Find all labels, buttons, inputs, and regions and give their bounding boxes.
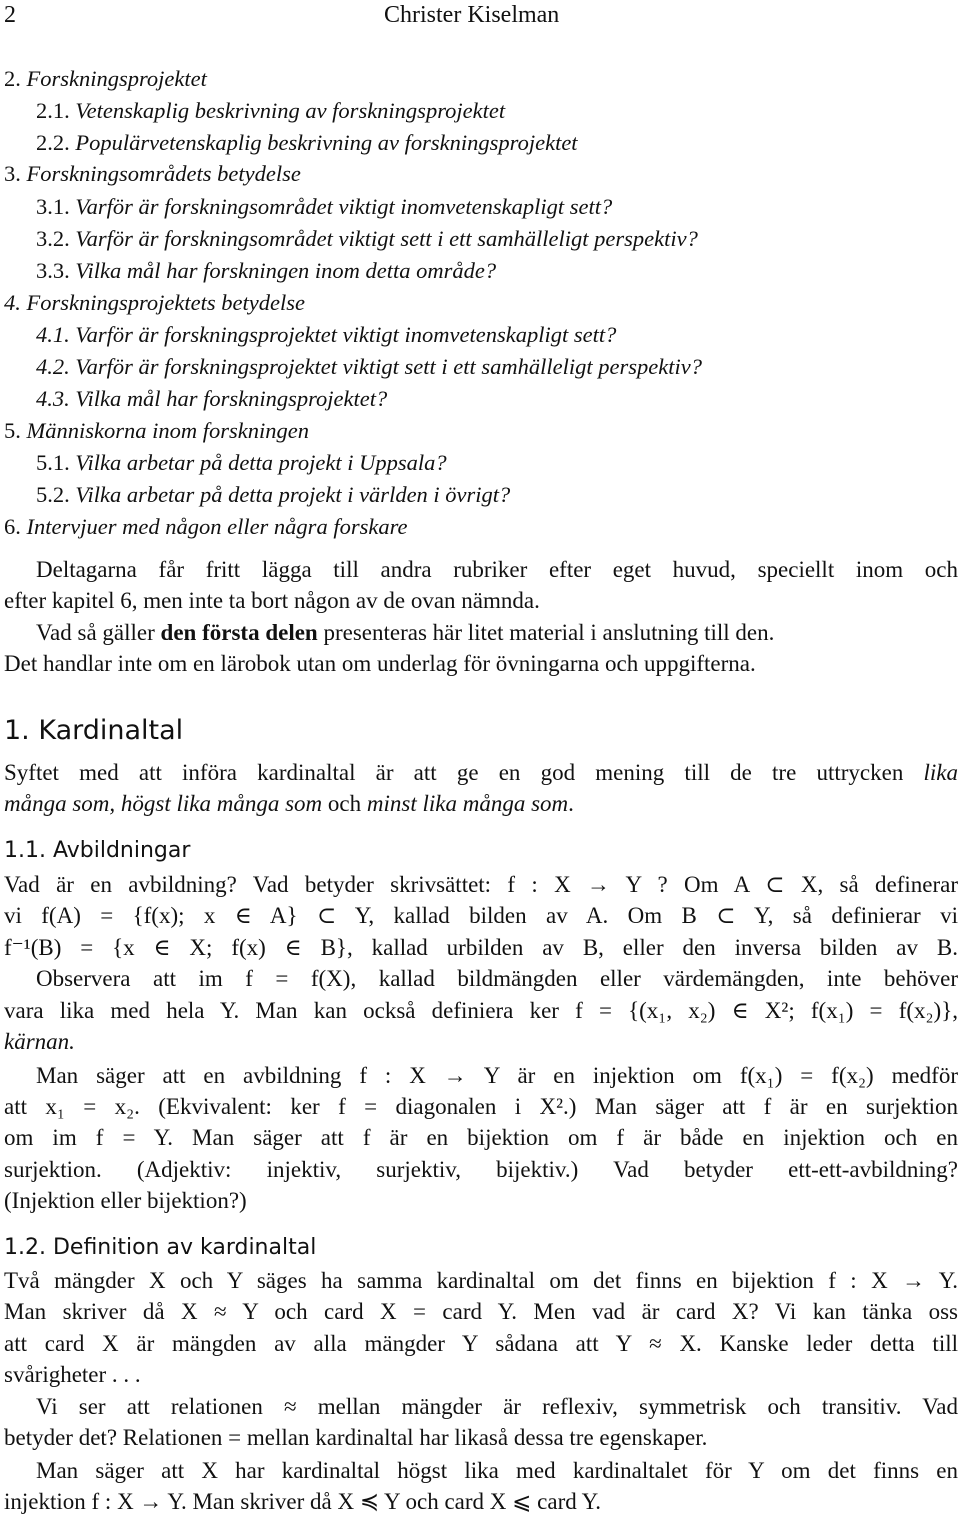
paragraph-line: Deltagarna får fritt lägga till andra rubriker efter eget huvud, speciellt inom och <box>36 557 958 582</box>
section-heading: 1. Kardinaltal <box>4 715 184 746</box>
paragraph-line: Vad är en avbildning? Vad betyder skrivsättet: f : X → Y ? Om A ⊂ X, så definerar <box>4 872 958 897</box>
toc-item: 3.2. Varför är forskningsområdet viktigt sett i ett samhälleligt perspektiv? <box>36 226 698 251</box>
paragraph-line: (Injektion eller bijektion?) <box>4 1188 247 1213</box>
toc-item: 5. Människorna inom forskningen <box>4 418 309 443</box>
paragraph-line: många som, högst lika många som och minst lika många som. <box>4 791 574 816</box>
paragraph-line: svårigheter . . . <box>4 1362 141 1387</box>
paragraph-line: Man skriver då X ≈ Y och card X = card Y. Men vad är card X? Vi kan tänka oss <box>4 1299 958 1324</box>
paragraph-line: om im f = Y. Man säger att f är en bijektion om f är både en injektion och en <box>4 1125 958 1150</box>
paragraph-line: Två mängder X och Y säges ha samma kardinaltal om det finns en bijektion f : X → Y. <box>4 1268 958 1293</box>
paragraph-line: kärnan. <box>4 1029 75 1054</box>
paragraph-line: injektion f : X → Y. Man skriver då X ≼ Y och card X ⩽ card Y. <box>4 1489 602 1514</box>
paragraph-line: att card X är mängden av alla mängder Y sådana att Y ≈ X. Kanske leder detta till <box>4 1331 958 1356</box>
toc-item: 5.2. Vilka arbetar på detta projekt i världen i övrigt? <box>36 482 511 507</box>
toc-item: 6. Intervjuer med någon eller några forskare <box>4 514 408 539</box>
toc-item: 4.2. Varför är forskningsprojektet viktigt sett i ett samhälleligt perspektiv? <box>36 354 702 379</box>
paragraph-line: betyder det? Relationen = mellan kardinaltal har likaså dessa tre egenskaper. <box>4 1425 708 1450</box>
paragraph-line: Syftet med att införa kardinaltal är att ge en god mening till de tre uttrycken lika <box>4 760 958 785</box>
paragraph-line: Observera att im f = f(X), kallad bildmängden eller värdemängden, inte behöver <box>36 966 958 991</box>
page-number: 2 <box>4 2 16 28</box>
toc-item: 3.3. Vilka mål har forskningen inom detta område? <box>36 258 497 283</box>
emphasis-bold: den första delen <box>160 620 318 645</box>
toc-item: 5.1. Vilka arbetar på detta projekt i Uppsala? <box>36 450 447 475</box>
subsection-heading: 1.2. Definition av kardinaltal <box>4 1235 317 1260</box>
toc-item: 4. Forskningsprojektets betydelse <box>4 290 305 315</box>
toc-item: 2.2. Populärvetenskaplig beskrivning av forskningsprojektet <box>36 130 578 155</box>
paragraph-line: efter kapitel 6, men inte ta bort någon av de ovan nämnda. <box>4 588 540 613</box>
paragraph-line: surjektion. (Adjektiv: injektiv, surjektiv, bijektiv.) Vad betyder ett-ett-avbildning? <box>4 1157 958 1182</box>
subsection-heading: 1.1. Avbildningar <box>4 838 191 863</box>
paragraph-line: vara lika med hela Y. Man kan också definiera ker f = {(x₁, x₂) ∈ X²; f(x₁) = f(x₂)}, <box>4 998 958 1023</box>
paragraph-line: Man säger att en avbildning f : X → Y är en injektion om f(x₁) = f(x₂) medför <box>36 1063 958 1088</box>
paragraph-line: Vi ser att relationen ≈ mellan mängder är reflexiv, symmetrisk och transitiv. Vad <box>36 1394 958 1419</box>
paragraph-line: f⁻¹(B) = {x ∈ X; f(x) ∈ B}, kallad urbilden av B, eller den inversa bilden av B. <box>4 935 958 960</box>
paragraph-line: vi f(A) = {f(x); x ∈ A} ⊂ Y, kallad bilden av A. Om B ⊂ Y, så definierar vi <box>4 903 958 928</box>
toc-item: 2. Forskningsprojektet <box>4 66 207 91</box>
paragraph-line: Det handlar inte om en lärobok utan om underlag för övningarna och uppgifterna. <box>4 651 756 676</box>
running-header-author: Christer Kiselman <box>384 2 560 28</box>
paragraph-line: att x₁ = x₂. (Ekvivalent: ker f = diagonalen i X².) Man säger att f är en surjektion <box>4 1094 958 1119</box>
toc-item: 2.1. Vetenskaplig beskrivning av forskningsprojektet <box>36 98 506 123</box>
paragraph-line: Man säger att X har kardinaltal högst lika med kardinaltalet för Y om det finns en <box>36 1458 958 1483</box>
toc-item: 4.3. Vilka mål har forskningsprojektet? <box>36 386 388 411</box>
toc-item: 4.1. Varför är forskningsprojektet viktigt inomvetenskapligt sett? <box>36 322 617 347</box>
toc-item: 3.1. Varför är forskningsområdet viktigt inomvetenskapligt sett? <box>36 194 613 219</box>
paragraph-line: Vad så gäller den första delen presenteras här litet material i anslutning till den. <box>36 620 775 645</box>
toc-item: 3. Forskningsområdets betydelse <box>4 161 301 186</box>
